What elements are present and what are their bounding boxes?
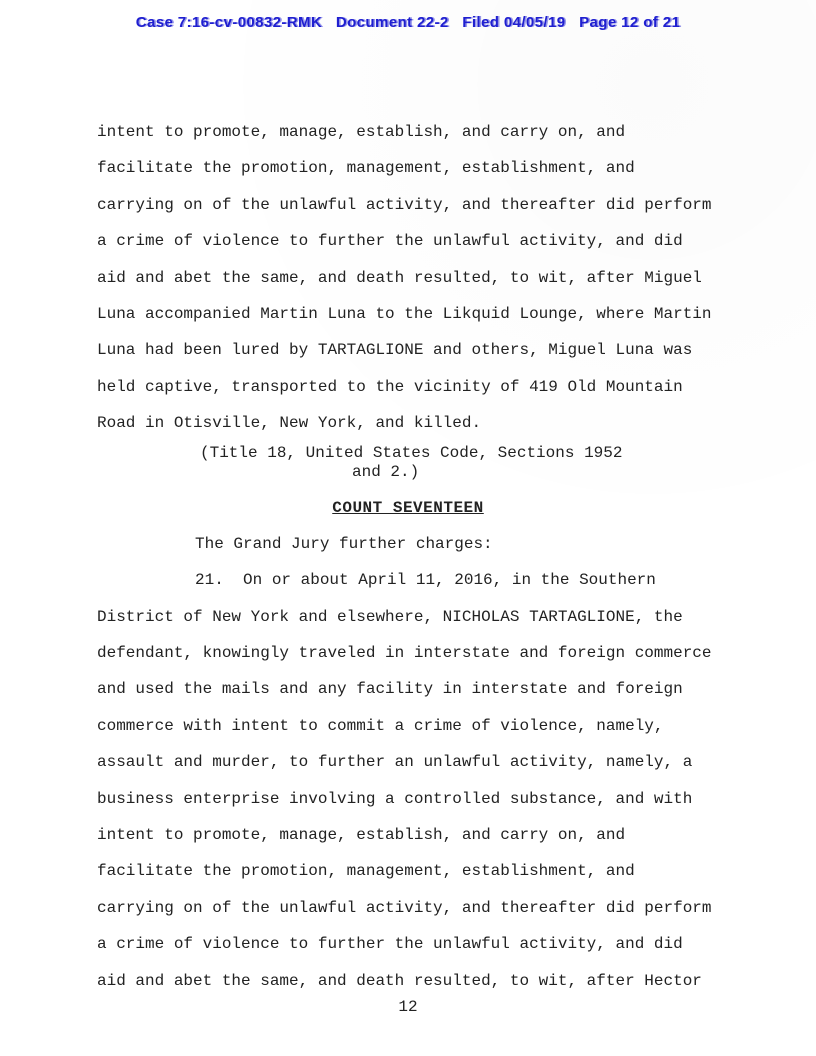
body-line: defendant, knowingly traveled in interstate and foreign commerce <box>97 644 712 663</box>
statute-citation-line: and 2.) <box>352 462 420 481</box>
body-line: carrying on of the unlawful activity, and thereafter did perform <box>97 898 712 917</box>
body-line: commerce with intent to commit a crime of violence, namely, <box>97 716 664 735</box>
body-line: Luna had been lured by TARTAGLIONE and others, Miguel Luna was <box>97 341 693 360</box>
body-line: District of New York and elsewhere, NICHOLAS TARTAGLIONE, the <box>97 607 683 626</box>
body-line: held captive, transported to the vicinity of 419 Old Mountain <box>97 377 683 396</box>
count-heading: COUNT SEVENTEEN <box>332 498 484 517</box>
body-line: assault and murder, to further an unlawful activity, namely, a <box>97 753 693 772</box>
body-line: a crime of violence to further the unlawful activity, and did <box>97 935 683 954</box>
body-line: intent to promote, manage, establish, and carry on, and <box>97 826 626 845</box>
statute-citation <box>97 444 719 482</box>
page-number: 12 <box>398 998 418 1016</box>
body-line: 21. On or about April 11, 2016, in the Southern <box>195 571 656 590</box>
body-line: facilitate the promotion, management, establishment, and <box>97 159 635 178</box>
body-line: carrying on of the unlawful activity, and thereafter did perform <box>97 195 712 214</box>
body-line: Road in Otisville, New York, and killed. <box>97 414 482 433</box>
statute-citation-line: (Title 18, United States Code, Sections 1952 <box>200 443 623 462</box>
charge-intro-line: The Grand Jury further charges: <box>195 534 493 553</box>
body-line: intent to promote, manage, establish, and carry on, and <box>97 123 626 141</box>
body-line: aid and abet the same, and death resulted, to wit, after Miguel <box>97 268 702 287</box>
body-line: Luna accompanied Martin Luna to the Likquid Lounge, where Martin <box>97 304 712 323</box>
case-header-stamp: Case 7:16-cv-00832-RMK Document 22-2 Filed 04/05/19 Page 12 of 21 <box>135 14 681 31</box>
document-body <box>97 114 719 999</box>
body-line: a crime of violence to further the unlawful activity, and did <box>97 232 683 251</box>
body-line: facilitate the promotion, management, establishment, and <box>97 862 635 881</box>
body-line: and used the mails and any facility in interstate and foreign <box>97 680 683 699</box>
body-line: business enterprise involving a controlled substance, and with <box>97 789 693 808</box>
body-line: aid and abet the same, and death resulted, to wit, after Hector <box>97 971 702 990</box>
